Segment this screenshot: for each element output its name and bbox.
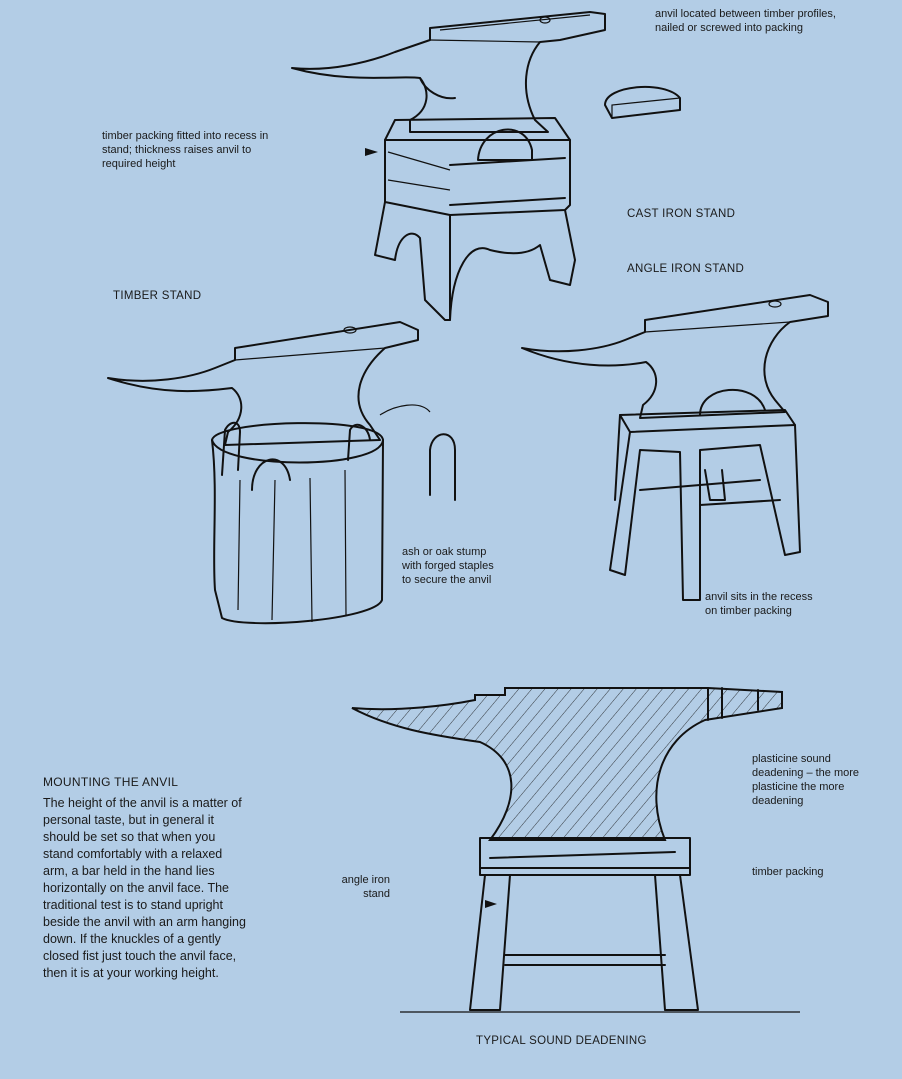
heading-timber-stand: TIMBER STAND [113, 290, 202, 302]
heading-cast-iron-stand: CAST IRON STAND [627, 208, 736, 220]
mounting-body: The height of the anvil is a matter of personal taste, but in general it should be set so that when you stand comfortably with a relaxed arm, a bar held in the hand lies horizontally on the anvil face. The traditional test is to stand upright beside the anvil with an arm hanging down. If the knuckles of a gently closed fist just touch the anvil face, then it is at your working height. [43, 796, 246, 980]
angle-iron-stand-drawing [522, 295, 828, 600]
label-plasticine: plasticine sound deadening – the more plasticine the more deadening [752, 753, 860, 807]
heading-typical-sound-deadening: TYPICAL SOUND DEADENING [476, 1035, 647, 1047]
heading-angle-iron-stand: ANGLE IRON STAND [627, 263, 745, 275]
label-anvil-sits: anvil sits in the recess on timber packing [705, 591, 813, 617]
label-anvil-located: anvil located between timber profiles, nailed or screwed into packing [655, 8, 836, 34]
label-timber-packing-fitted: timber packing fitted into recess in stand; thickness raises anvil to required height [102, 130, 269, 170]
label-angle-iron-stand-small: angle iron stand [341, 874, 390, 900]
label-timber-packing: timber packing [752, 866, 824, 878]
sound-deadening-section [352, 688, 800, 1012]
label-ash-oak-stump: ash or oak stump with forged staples to secure the anvil [402, 546, 494, 586]
mounting-title: MOUNTING THE ANVIL [43, 775, 179, 789]
pointer-arrows [365, 148, 497, 908]
cast-iron-stand-drawing [292, 12, 680, 320]
